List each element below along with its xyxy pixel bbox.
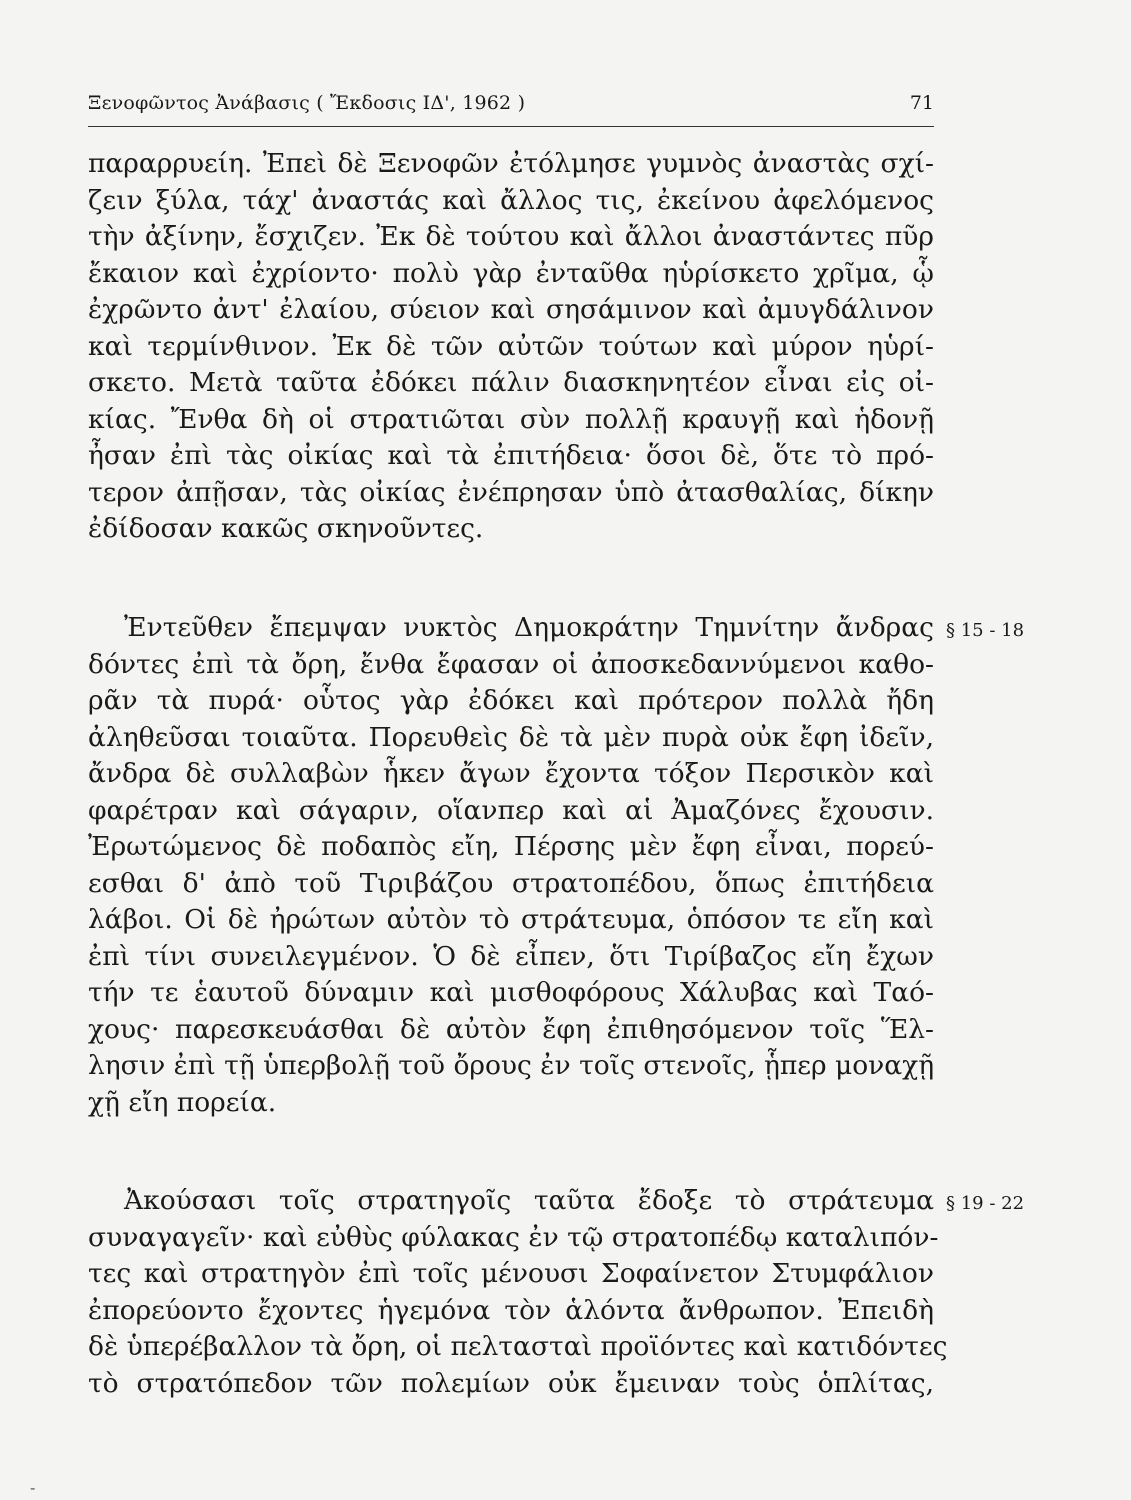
text-line: ἔκαιον καὶ ἐχρίοντο· πολὺ γὰρ ἐνταῦθα ηὑρίσκετο χρῖμα, ᾧ bbox=[88, 257, 934, 289]
text-line: τὴν ἀξίνην, ἔσχιζεν. Ἐκ δὲ τούτου καὶ ἄλλοι ἀναστάντες πῦρ bbox=[88, 221, 934, 252]
page-number: 71 bbox=[909, 92, 934, 114]
text-line: τερον ἀπῇσαν, τὰς οἰκίας ἐνέπρησαν ὑπὸ ἀτασθαλίας, δίκην bbox=[88, 476, 934, 508]
text-line: κίας. Ἔνθα δὴ οἱ στρατιῶται σὺν πολλῇ κραυγῇ καὶ ἡδονῇ bbox=[88, 403, 934, 435]
text-line: σκετο. Μετὰ ταῦτα ἐδόκει πάλιν διασκηνητέον εἶναι εἰς οἰ- bbox=[88, 367, 934, 398]
text-line: Ἐντεῦθεν ἔπεμψαν νυκτὸς Δημοκράτην Τημνίτην ἄνδρας bbox=[124, 612, 934, 643]
text-line: συναγαγεῖν· καὶ εὐθὺς φύλακας ἐν τῷ στρατοπέδῳ καταλιπόν- bbox=[88, 1221, 939, 1253]
text-line: ἐχρῶντο ἀντ' ἐλαίου, σύειον καὶ σησάμινον καὶ ἀμυγδάλινον bbox=[88, 294, 934, 325]
text-line: καὶ τερμίνθινον. Ἐκ δὲ τῶν αὐτῶν τούτων καὶ μύρον ηὑρί- bbox=[88, 330, 934, 362]
text-line: ἐπορεύοντο ἔχοντες ἡγεμόνα τὸν ἁλόντα ἄνθρωπον. Ἐπειδὴ bbox=[88, 1294, 934, 1326]
text-line: παραρρυείη. Ἐπεὶ δὲ Ξενοφῶν ἐτόλμησε γυμνὸς ἀναστὰς σχί- bbox=[88, 148, 934, 179]
text-line: ρᾶν τὰ πυρά· οὗτος γὰρ ἐδόκει καὶ πρότερον πολλὰ ἤδη bbox=[88, 685, 934, 716]
text-line: ζειν ξύλα, τάχ' ἀναστάς καὶ ἄλλος τις, ἐκείνου ἀφελόμενος bbox=[88, 184, 934, 216]
text-line: τήν τε ἑαυτοῦ δύναμιν καὶ μισθοφόρους Χάλυβας καὶ Ταό- bbox=[88, 977, 934, 1008]
text-line: Ἐρωτώμενος δὲ ποδαπὸς εἴη, Πέρσης μὲν ἔφη εἶναι, πορεύ- bbox=[88, 831, 934, 862]
text-line: ἄνδρα δὲ συλλαβὼν ἧκεν ἄγων ἔχοντα τόξον Περσικὸν καὶ bbox=[88, 758, 934, 789]
text-line: ἀληθεῦσαι τοιαῦτα. Πορευθεὶς δὲ τὰ μὲν πυρὰ οὐκ ἔφη ἰδεῖν, bbox=[88, 721, 934, 753]
text-line: δὲ ὑπερέβαλλον τὰ ὄρη, οἱ πελτασταὶ προϊόντες καὶ κατιδόντες bbox=[88, 1331, 948, 1362]
text-line: δόντες ἐπὶ τὰ ὄρη, ἔνθα ἔφασαν οἱ ἀποσκεδαννύμενοι καθο- bbox=[88, 648, 934, 680]
paragraph-2 bbox=[88, 610, 934, 1121]
text-line: εσθαι δ' ἀπὸ τοῦ Τιριβάζου στρατοπέδου, ὅπως ἐπιτήδεια bbox=[88, 867, 934, 899]
text-line: ἐπὶ τίνι συνειλεγμένον. Ὁ δὲ εἶπεν, ὅτι Τιρίβαζος εἴη ἔχων bbox=[88, 940, 934, 972]
text-line: τες καὶ στρατηγὸν ἐπὶ τοῖς μένουσι Σοφαίνετον Στυμφάλιον bbox=[88, 1258, 934, 1289]
text-line: χῇ εἴη πορεία. bbox=[88, 1086, 277, 1118]
text-line: ἐδίδοσαν κακῶς σκηνοῦντες. bbox=[88, 513, 484, 544]
text-line: λάβοι. Οἱ δὲ ἠρώτων αὐτὸν τὸ στράτευμα, ὁπόσον τε εἴη καὶ bbox=[88, 904, 934, 935]
marginal-section-note: § 19 - 22 bbox=[946, 1193, 1025, 1214]
text-line: χους· παρεσκευάσθαι δὲ αὐτὸν ἔφη ἐπιθησόμενον τοῖς Ἕλ- bbox=[88, 1013, 934, 1045]
paragraph-1 bbox=[88, 146, 934, 548]
marginal-section-note: § 15 - 18 bbox=[946, 620, 1025, 641]
text-line: φαρέτραν καὶ σάγαριν, οἵανπερ καὶ αἱ Ἀμαζόνες ἔχουσιν. bbox=[88, 794, 934, 826]
header-title: Ξενοφῶντος Ἀνάβασις ( Ἔκδοσις ΙΔ', 1962 ) bbox=[88, 92, 526, 114]
paragraph-3 bbox=[88, 1183, 948, 1402]
margin-mark: - bbox=[30, 1478, 36, 1497]
text-line: ἦσαν ἐπὶ τὰς οἰκίας καὶ τὰ ἐπιτήδεια· ὅσοι δὲ, ὅτε τὸ πρό- bbox=[88, 440, 934, 471]
text-line: λησιν ἐπὶ τῇ ὑπερβολῇ τοῦ ὄρους ἐν τοῖς στενοῖς, ᾗπερ μοναχῇ bbox=[88, 1050, 935, 1081]
text-line: Ἀκούσασι τοῖς στρατηγοῖς ταῦτα ἔδοξε τὸ στράτευμα bbox=[124, 1185, 934, 1216]
text-line: τὸ στρατόπεδον τῶν πολεμίων οὐκ ἔμειναν τοὺς ὁπλίτας, bbox=[88, 1367, 934, 1399]
running-header bbox=[88, 88, 934, 127]
